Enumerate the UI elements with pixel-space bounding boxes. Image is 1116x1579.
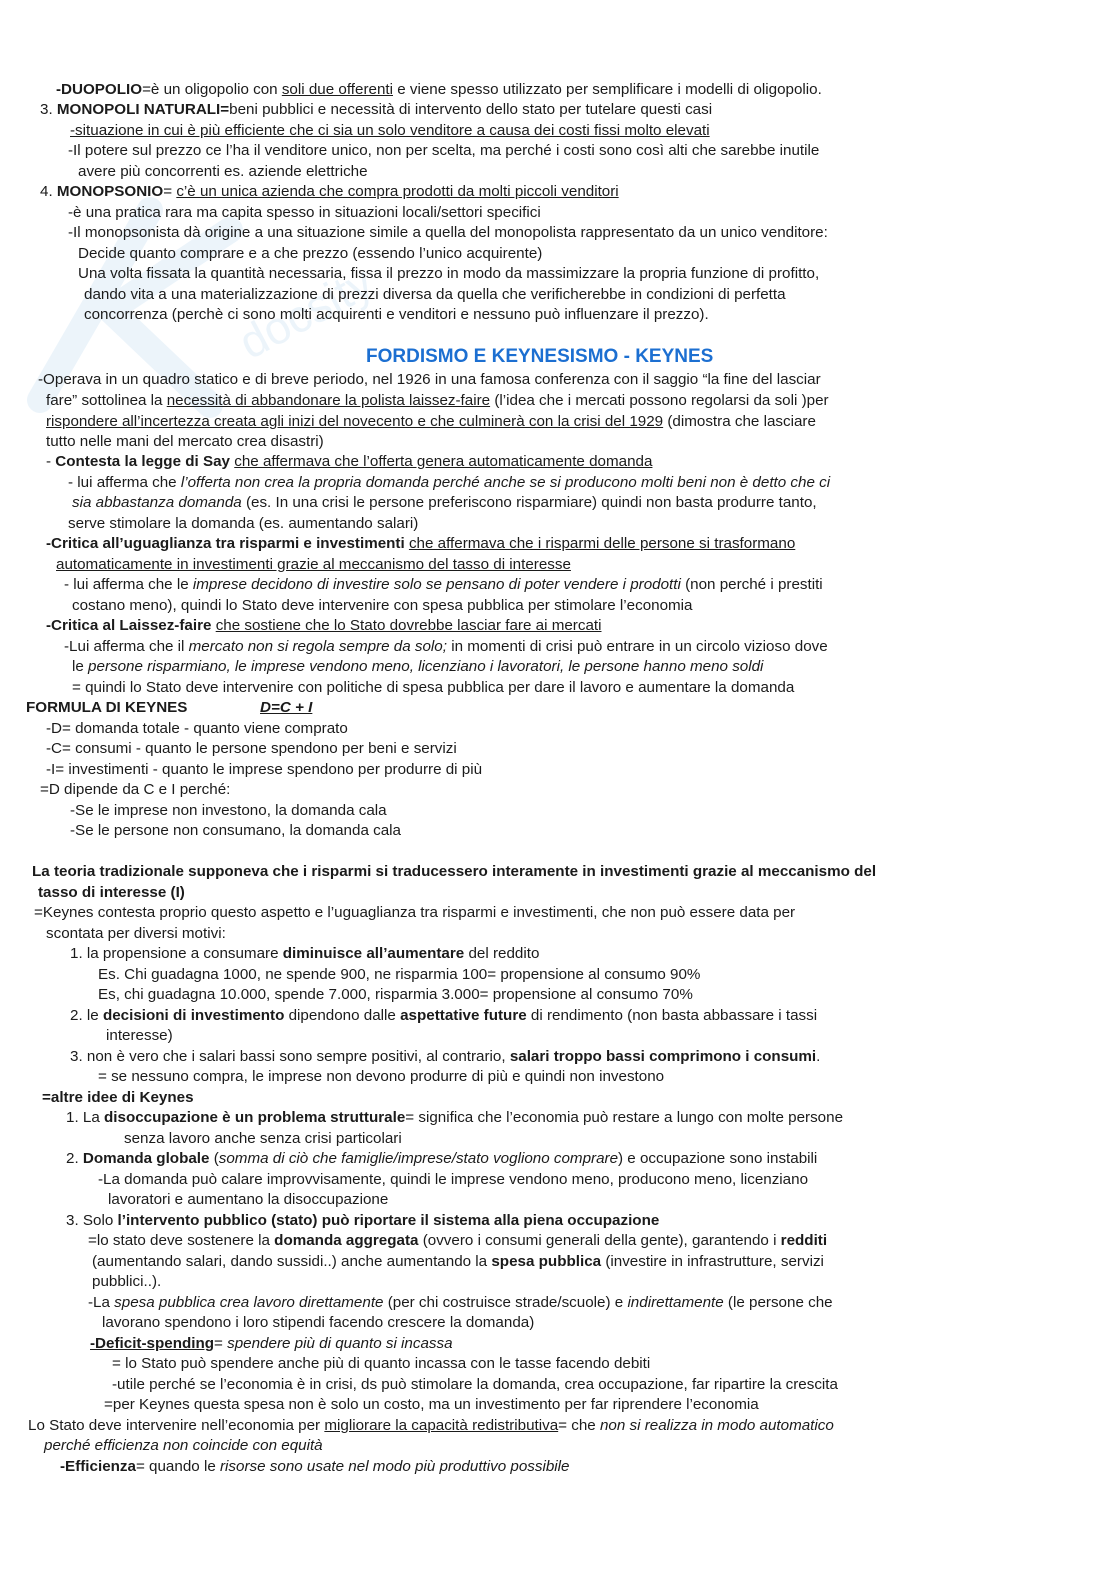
text-segment: =lo stato deve sostenere la — [88, 1232, 275, 1249]
text-line — [112, 1375, 838, 1395]
text-segment: (ovvero i consumi generali della gente), garantendo i — [418, 1232, 781, 1249]
text-segment: = — [163, 183, 177, 200]
text-line — [68, 514, 418, 534]
text-segment: redditi — [780, 1232, 828, 1249]
text-segment: 2. — [66, 1150, 83, 1167]
text-segment: che sostiene che lo Stato dovrebbe lasciar fare ai mercati — [215, 617, 602, 634]
text-line — [72, 596, 693, 616]
text-segment: lavoratori e aumentano la disoccupazione — [108, 1191, 389, 1208]
text-segment: persone risparmiano, le imprese vendono meno, licenziano i lavoratori, le persone hanno meno soldi — [88, 658, 764, 675]
text-line — [68, 473, 830, 493]
text-line — [44, 1436, 323, 1456]
text-segment: imprese decidono di investire solo se pensano di poter vendere i prodotti — [192, 576, 681, 593]
text-segment: -D= domanda totale - quanto viene comprato — [46, 720, 348, 737]
text-line — [90, 1334, 453, 1354]
text-segment: migliorare la capacità redistributiva — [324, 1417, 559, 1434]
text-segment: 2. le — [70, 1007, 103, 1024]
text-segment: = che — [558, 1417, 600, 1434]
text-segment: del reddito — [464, 945, 540, 962]
text-line — [56, 555, 571, 575]
text-segment: spesa pubblica — [491, 1253, 602, 1270]
text-line — [106, 1026, 173, 1046]
text-segment: soli due offerenti — [281, 81, 393, 98]
text-segment: -DUOPOLIO — [56, 81, 143, 98]
text-line — [46, 924, 226, 944]
text-segment: -situazione in cui è più efficiente che ci sia un solo venditore a causa dei costi fissi molto elevati — [70, 122, 710, 139]
text-line — [64, 637, 828, 657]
text-line — [64, 575, 823, 595]
text-line — [70, 821, 401, 841]
text-line — [34, 903, 795, 923]
text-segment: Domanda globale — [82, 1150, 210, 1167]
text-segment: spendere più di quanto si incassa — [227, 1335, 453, 1352]
text-segment: -Se le imprese non investono, la domanda cala — [70, 802, 387, 819]
text-segment: domanda aggregata — [274, 1232, 419, 1249]
text-segment: 3. Solo — [66, 1212, 118, 1229]
text-line — [56, 80, 822, 100]
text-line — [68, 223, 828, 243]
text-line — [46, 760, 482, 780]
text-segment: =D dipende da C e I perché: — [40, 781, 231, 798]
text-segment: Lo Stato deve intervenire nell’economia per — [28, 1417, 325, 1434]
text-segment: -I= investimenti - quanto le imprese spendono per produrre di più — [46, 761, 483, 778]
text-line — [70, 1047, 820, 1067]
text-line — [104, 1395, 759, 1415]
text-segment: =per Keynes questa spesa non è solo un costo, ma un investimento per far riprendere l’economia — [104, 1396, 759, 1413]
text-segment: -Deficit-spending — [90, 1335, 215, 1352]
text-segment: perché efficienza non coincide con equità — [44, 1437, 323, 1454]
text-line — [46, 719, 348, 739]
text-segment: automaticamente in investimenti grazie al meccanismo del tasso di interesse — [56, 556, 571, 573]
text-segment: (aumentando salari, dando sussidi..) anche aumentando la — [92, 1253, 492, 1270]
text-segment: fare” sottolinea la — [46, 392, 167, 409]
text-segment: =altre idee di Keynes — [42, 1089, 194, 1106]
text-segment: -Critica all’uguaglianza tra risparmi e investimenti — [46, 535, 405, 552]
text-segment: - lui afferma che le — [64, 576, 193, 593]
text-line — [42, 1088, 194, 1108]
text-segment: necessità di abbandonare la polista laissez-faire — [166, 392, 491, 409]
text-segment: (dimostra che lasciare — [663, 413, 816, 430]
text-segment: risorse sono usate nel modo più produttivo possibile — [219, 1458, 570, 1475]
text-segment: (investire in infrastrutture, servizi — [601, 1253, 824, 1270]
text-segment: l’intervento pubblico (stato) può riportare il sistema alla piena occupazione — [117, 1212, 660, 1229]
text-segment: diminuisce all’aumentare — [282, 945, 465, 962]
text-segment: lavorano spendono i loro stipendi facendo crescere la domanda) — [102, 1314, 535, 1331]
text-segment: rispondere all’incertezza creata agli inizi del novecento e che culminerà con la crisi del 1929 — [46, 413, 664, 430]
text-line — [66, 1108, 843, 1128]
text-segment: spesa pubblica crea lavoro direttamente — [114, 1294, 384, 1311]
text-segment: . — [816, 1048, 821, 1065]
text-segment: (le persone che — [723, 1294, 833, 1311]
text-segment: -Efficienza — [60, 1458, 136, 1475]
text-segment: -Lui afferma che il — [64, 638, 189, 655]
text-segment: -Il monopsonista dà origine a una situazione simile a quella del monopolista rappresentato da un unico venditore: — [68, 224, 828, 241]
text-line — [124, 1129, 402, 1149]
text-line — [84, 305, 709, 325]
text-segment: aspettative future — [400, 1007, 527, 1024]
text-segment: -La domanda può calare improvvisamente, quindi le imprese vendono meno, producono meno, licenziano — [98, 1171, 809, 1188]
text-line — [32, 862, 876, 882]
text-line — [38, 883, 185, 903]
text-line — [98, 1067, 664, 1087]
text-segment: dipendono dalle — [284, 1007, 401, 1024]
text-segment: -è una pratica rara ma capita spesso in situazioni locali/settori specifici — [68, 204, 541, 221]
text-segment: FORMULA DI KEYNES — [26, 699, 188, 716]
text-segment: l’offerta non crea la propria domanda perché anche se si producono molti beni non è detto che ci — [180, 474, 831, 491]
text-segment: decisioni di investimento — [102, 1007, 285, 1024]
text-line — [46, 452, 652, 472]
text-line — [92, 1252, 824, 1272]
text-line — [70, 121, 710, 141]
text-line — [88, 1231, 827, 1251]
text-line — [84, 285, 786, 305]
text-line — [46, 616, 602, 636]
text-segment: ) e occupazione sono instabili — [618, 1150, 818, 1167]
text-line — [46, 534, 795, 554]
text-segment: scontata per diversi motivi: — [46, 925, 226, 942]
text-line — [46, 739, 457, 759]
text-segment: e viene spesso utilizzato per semplificare i modelli di oligopolio. — [393, 81, 822, 98]
text-segment: che affermava che i risparmi delle persone si trasformano — [408, 535, 796, 552]
section-title: FORDISMO E KEYNESISMO - KEYNES — [366, 346, 714, 367]
keynes-formula: D=C + I — [260, 699, 313, 716]
text-line — [112, 1354, 650, 1374]
text-segment: le — [72, 658, 89, 675]
text-line — [38, 370, 821, 390]
text-segment: -Critica al Laissez-faire — [46, 617, 212, 634]
text-line — [46, 391, 829, 411]
text-segment: disoccupazione è un problema strutturale — [104, 1109, 406, 1126]
text-segment: Una volta fissata la quantità necessaria, fissa il prezzo in modo da massimizzare la propria funzione di profitto, — [78, 265, 820, 282]
text-segment: tutto nelle mani del mercato crea disastri) — [46, 433, 324, 450]
text-line — [40, 100, 712, 120]
text-segment: c’è un unica azienda che compra prodotti da molti piccoli venditori — [176, 183, 619, 200]
text-line — [40, 182, 619, 202]
text-segment: 3. non è vero che i salari bassi sono sempre positivi, al contrario, — [70, 1048, 510, 1065]
text-segment: concorrenza (perchè ci sono molti acquirenti e venditori e nessuno può influenzare il prezzo). — [84, 306, 709, 323]
text-segment: non si realizza in modo automatico — [599, 1417, 834, 1434]
text-segment: La teoria tradizionale supponeva che i risparmi si traducessero interamente in investimenti grazie al meccanismo del — [32, 863, 877, 880]
text-segment: ( — [209, 1150, 219, 1167]
text-segment: - — [46, 453, 56, 470]
text-segment: = quindi lo Stato deve intervenire con politiche di spesa pubblica per dare il lavoro e aumentare la domanda — [72, 679, 795, 696]
text-segment: in momenti di crisi può entrare in un circolo vizioso dove — [446, 638, 828, 655]
text-segment: serve stimolare la domanda (es. aumentando salari) — [68, 515, 419, 532]
text-segment: senza lavoro anche senza crisi particolari — [124, 1130, 402, 1147]
text-segment: interesse) — [106, 1027, 173, 1044]
text-segment: 1. La — [66, 1109, 104, 1126]
text-segment: (es. In una crisi le persone preferiscono risparmiare) quindi non basta produrre tanto, — [241, 494, 817, 511]
text-segment: somma di ciò che famiglie/imprese/stato vogliono comprare — [218, 1150, 619, 1167]
text-line — [102, 1313, 534, 1333]
text-line — [66, 1149, 817, 1169]
text-segment: -Operava in un quadro statico e di breve periodo, nel 1926 in una famosa conferenza con il saggio “la fine del lasciar — [38, 371, 821, 388]
text-segment: -Il potere sul prezzo ce l’ha il venditore unico, non per scelta, ma perché i costi sono così alti che sarebbe inutile — [68, 142, 820, 159]
text-line — [46, 412, 816, 432]
text-segment: = quando le — [135, 1458, 220, 1475]
text-segment: Decide quanto comprare e a che prezzo (essendo l’unico acquirente) — [78, 245, 543, 262]
text-segment: -utile perché se l’economia è in crisi, ds può stimolare la domanda, crea occupazione, far ripartire la crescita — [112, 1376, 838, 1393]
text-line — [72, 657, 763, 677]
text-line — [92, 1272, 161, 1292]
text-segment: (l’idea che i mercati possono regolarsi da soli )per — [490, 392, 829, 409]
text-line — [98, 985, 693, 1005]
text-line — [88, 1293, 833, 1313]
text-line — [66, 1211, 659, 1231]
text-line — [78, 264, 819, 284]
text-segment: -La — [88, 1294, 115, 1311]
text-segment: tasso di interesse (I) — [38, 884, 185, 901]
text-segment: MONOPOLI NATURALI= — [56, 101, 230, 118]
text-segment: = significa che l’economia può restare a lungo con molte persone — [405, 1109, 844, 1126]
text-segment: =è un oligopolio con — [142, 81, 282, 98]
text-segment: (non perché i prestiti — [680, 576, 823, 593]
text-line — [98, 1170, 808, 1190]
text-segment: dando vita a una materializzazione di prezzi diversa da quella che verificherebbe in condizioni di perfetta — [84, 286, 786, 303]
text-line — [98, 965, 700, 985]
text-segment: di rendimento (non basta abbassare i tassi — [526, 1007, 818, 1024]
text-segment: -C= consumi - quanto le persone spendono per beni e servizi — [46, 740, 457, 757]
text-segment: che affermava che l’offerta genera automaticamente domanda — [234, 453, 653, 470]
text-segment: Contesta la legge di Say — [55, 453, 230, 470]
text-segment: pubblici..). — [92, 1273, 162, 1290]
text-segment: = lo Stato può spendere anche più di quanto incassa con le tasse facendo debiti — [112, 1355, 651, 1372]
text-segment: (per chi costruisce strade/scuole) e — [383, 1294, 628, 1311]
text-segment: avere più concorrenti es. aziende elettriche — [78, 163, 368, 180]
text-segment: indirettamente — [627, 1294, 724, 1311]
text-segment: sia abbastanza domanda — [72, 494, 242, 511]
text-line — [70, 1006, 817, 1026]
watermark-text: docsity — [230, 255, 382, 369]
text-line — [72, 678, 794, 698]
text-line — [108, 1190, 388, 1210]
text-line — [78, 244, 542, 264]
text-segment: Es. Chi guadagna 1000, ne spende 900, ne risparmia 100= propensione al consumo 90% — [98, 966, 701, 983]
text-segment: beni pubblici e necessità di intervento dello stato per tutelare questi casi — [229, 101, 713, 118]
text-line — [78, 162, 368, 182]
text-segment: - lui afferma che — [68, 474, 181, 491]
text-segment: MONOPSONIO — [56, 183, 164, 200]
text-segment: costano meno), quindi lo Stato deve intervenire con spesa pubblica per stimolare l’economia — [72, 597, 693, 614]
text-line — [68, 203, 541, 223]
text-segment: =Keynes contesta proprio questo aspetto e l’uguaglianza tra risparmi e investimenti, che non può essere data per — [34, 904, 796, 921]
text-segment: 4. — [40, 183, 57, 200]
text-line — [40, 780, 230, 800]
text-line — [72, 493, 817, 513]
text-segment: 1. la propensione a consumare — [70, 945, 283, 962]
text-line — [60, 1457, 570, 1477]
text-segment: mercato non si regola sempre da solo; — [188, 638, 447, 655]
text-line — [26, 698, 187, 718]
text-segment: -Se le persone non consumano, la domanda cala — [70, 822, 401, 839]
text-line — [68, 141, 819, 161]
text-segment: = se nessuno compra, le imprese non devono produrre di più e quindi non investono — [98, 1068, 665, 1085]
text-line — [70, 801, 387, 821]
text-line — [46, 432, 324, 452]
text-segment: salari troppo bassi comprimono i consumi — [509, 1048, 817, 1065]
text-line — [70, 944, 539, 964]
text-line — [28, 1416, 834, 1436]
text-segment: 3. — [40, 101, 57, 118]
text-segment: = — [214, 1335, 228, 1352]
text-segment: Es, chi guadagna 10.000, spende 7.000, risparmia 3.000= propensione al consumo 70% — [98, 986, 693, 1003]
